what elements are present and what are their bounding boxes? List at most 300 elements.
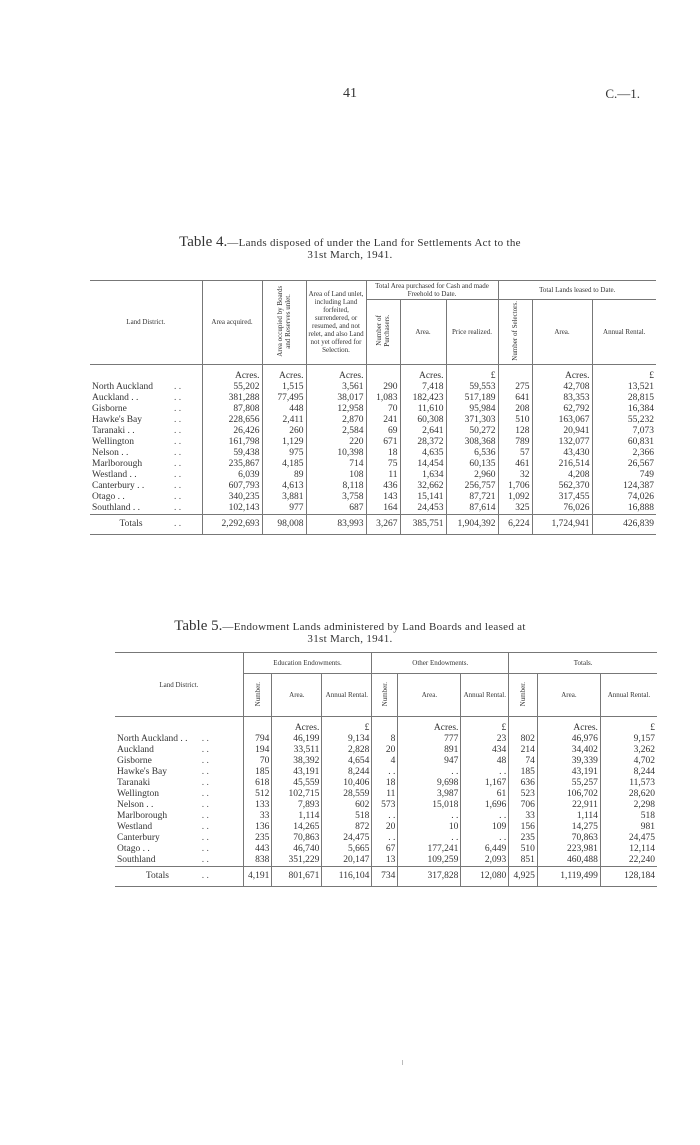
- table-cell: 1,083: [366, 393, 400, 404]
- table-cell: 794: [243, 734, 272, 745]
- table5-unit-1: Acres.: [272, 717, 322, 735]
- district-name: Auckland: [117, 745, 154, 755]
- table-row: [115, 844, 657, 855]
- table-cell: 3,881: [262, 492, 306, 503]
- leader-dots: . .: [200, 867, 243, 887]
- table5-header-group-other: Other Endowments.: [372, 653, 509, 674]
- district-name: Hawke's Bay: [92, 414, 142, 425]
- table-cell: 143: [366, 492, 400, 503]
- table-row: [115, 855, 657, 867]
- totals-label: Totals: [90, 514, 172, 534]
- table-cell: 87,614: [446, 503, 498, 515]
- table-cell: 24,453: [400, 503, 446, 515]
- table-cell: 50,272: [446, 426, 498, 437]
- table-cell: 55,202: [202, 382, 262, 393]
- table-cell: 75: [366, 459, 400, 470]
- table-cell: 15,141: [400, 492, 446, 503]
- table-cell: 872: [322, 822, 372, 833]
- table-cell: 38,017: [306, 393, 366, 404]
- table-cell: 20,147: [322, 855, 372, 867]
- table4-header-area-occupied: [262, 281, 306, 365]
- table4-header-num-purchasers: [366, 300, 400, 365]
- table-row: [115, 833, 657, 844]
- table-cell: 124,387: [592, 481, 656, 492]
- table4-header-num-purchasers-text: Number of Purchasers.: [375, 314, 391, 347]
- table4-header-area: Area.: [400, 300, 446, 365]
- table-cell: 12,114: [600, 844, 657, 855]
- table-cell: 1,114: [272, 811, 322, 822]
- table-row: [90, 459, 656, 470]
- table-cell: 3,262: [600, 745, 657, 756]
- table-cell: 61: [461, 789, 509, 800]
- table5-units-row: [115, 717, 657, 735]
- table5-totals-row: [115, 867, 657, 887]
- table4-unit-8: £: [592, 364, 656, 382]
- district-name: North Auckland . .: [117, 734, 188, 744]
- totals-cell: 98,008: [262, 514, 306, 534]
- table-cell: 443: [243, 844, 272, 855]
- page-mark: [402, 1060, 403, 1065]
- table-cell: 11: [366, 470, 400, 481]
- table-cell: 241: [366, 415, 400, 426]
- table-row: [115, 822, 657, 833]
- table-row: [115, 734, 657, 745]
- district-name: Nelson . .: [117, 800, 154, 810]
- table-cell: 14,275: [537, 822, 600, 833]
- table-cell: 838: [243, 855, 272, 867]
- table4-header-area2: Area.: [532, 300, 592, 365]
- leader-dots: . .: [201, 767, 209, 777]
- table-cell: 70: [243, 756, 272, 767]
- table-cell: 214: [509, 745, 538, 756]
- table-cell: 106,702: [537, 789, 600, 800]
- table-cell: 436: [366, 481, 400, 492]
- table-cell: 517,189: [446, 393, 498, 404]
- table-cell: 351,229: [272, 855, 322, 867]
- district-name: Auckland . .: [92, 392, 139, 403]
- leader-dots: . .: [174, 436, 182, 447]
- leader-dots: . .: [201, 844, 209, 854]
- table4-header-area-forfeited: Area of Land unlet, including Land forfeited, surrendered, or resumed, and not relet, and also Land not yet offered for Selection.: [306, 281, 366, 365]
- leader-dots: . .: [201, 778, 209, 788]
- table-cell: 636: [509, 778, 538, 789]
- table-cell: 87,808: [202, 404, 262, 415]
- table-cell: 1,129: [262, 437, 306, 448]
- table-cell: 28,372: [400, 437, 446, 448]
- district-name: Southland: [117, 855, 156, 865]
- district-name: Gisborne: [92, 403, 127, 414]
- table-cell: 33,511: [272, 745, 322, 756]
- table-cell: 947: [398, 756, 461, 767]
- table-cell: 70,863: [272, 833, 322, 844]
- table-cell: 216,514: [532, 459, 592, 470]
- table-cell: 109,259: [398, 855, 461, 867]
- table4-header-num-selectors: [498, 300, 532, 365]
- table-cell: 7,073: [592, 426, 656, 437]
- totals-cell: 83,993: [306, 514, 366, 534]
- table-cell: 1,696: [461, 800, 509, 811]
- table-cell: 749: [592, 470, 656, 481]
- table-cell: 9,157: [600, 734, 657, 745]
- table5-header-number-other: [372, 674, 398, 717]
- totals-cell: 1,904,392: [446, 514, 498, 534]
- table4-units-blank: [90, 364, 202, 382]
- totals-cell: 734: [372, 867, 398, 887]
- table-cell: 228,656: [202, 415, 262, 426]
- table-cell: 132,077: [532, 437, 592, 448]
- table-cell: 77,495: [262, 393, 306, 404]
- table-cell: . .: [398, 767, 461, 778]
- table-cell: 9,134: [322, 734, 372, 745]
- table-cell: 2,584: [306, 426, 366, 437]
- table-cell: 671: [366, 437, 400, 448]
- table-cell: 371,303: [446, 415, 498, 426]
- table-cell: 275: [498, 382, 532, 393]
- totals-cell: 1,724,941: [532, 514, 592, 534]
- leader-dots: . .: [201, 800, 209, 810]
- table5-title-rest: —Endowment Lands administered by Land Boards and leased at: [222, 621, 526, 633]
- table-cell: 1,092: [498, 492, 532, 503]
- table-cell: 448: [262, 404, 306, 415]
- table5-body: [115, 717, 657, 887]
- table-cell: 802: [509, 734, 538, 745]
- table-cell: 4,702: [600, 756, 657, 767]
- table5-unit-8: £: [600, 717, 657, 735]
- table-cell: 20: [372, 822, 398, 833]
- table-cell: 46,740: [272, 844, 322, 855]
- table5-header-district: Land District.: [115, 653, 243, 717]
- table-cell: 11: [372, 789, 398, 800]
- leader-dots: . .: [201, 756, 209, 766]
- table-row: [115, 767, 657, 778]
- table-cell: . .: [398, 833, 461, 844]
- table-cell: 977: [262, 503, 306, 515]
- table-row: [115, 756, 657, 767]
- table-cell: 26,567: [592, 459, 656, 470]
- leader-dots: . .: [174, 392, 182, 403]
- table-cell: 43,191: [537, 767, 600, 778]
- leader-dots: . .: [201, 822, 209, 832]
- table-cell: 6,449: [461, 844, 509, 855]
- table-cell: 602: [322, 800, 372, 811]
- table-cell: 28,620: [600, 789, 657, 800]
- table-cell: 60,135: [446, 459, 498, 470]
- table-cell: 20: [372, 745, 398, 756]
- table5-header-number-totals-text: Number.: [519, 681, 528, 707]
- leader-dots: . .: [201, 833, 209, 843]
- table-cell: 6,536: [446, 448, 498, 459]
- leader-dots: . .: [174, 491, 182, 502]
- district-name: Canterbury . .: [92, 480, 145, 491]
- table-cell: 164: [366, 503, 400, 515]
- table-cell: 18: [366, 448, 400, 459]
- table-cell: . .: [461, 767, 509, 778]
- table-row: [90, 382, 656, 393]
- table-cell: 11,610: [400, 404, 446, 415]
- table5-header-area-edu: Area.: [272, 674, 322, 717]
- table-row: [90, 415, 656, 426]
- table4-header-group-leased: Total Lands leased to Date.: [498, 281, 656, 300]
- table-cell: 607,793: [202, 481, 262, 492]
- table-cell: 34,402: [537, 745, 600, 756]
- table-cell: 5,665: [322, 844, 372, 855]
- totals-label: Totals: [115, 867, 200, 887]
- table-cell: 185: [243, 767, 272, 778]
- leader-dots: . .: [201, 811, 209, 821]
- table-cell: 7,418: [400, 382, 446, 393]
- table-cell: 3,987: [398, 789, 461, 800]
- table5-unit-5: £: [461, 717, 509, 735]
- page-number: 41: [343, 86, 357, 101]
- table-cell: 55,257: [537, 778, 600, 789]
- table-cell: 510: [498, 415, 532, 426]
- table-cell: 102,715: [272, 789, 322, 800]
- table-cell: 11,573: [600, 778, 657, 789]
- totals-cell: 128,184: [600, 867, 657, 887]
- table-cell: 74,026: [592, 492, 656, 503]
- table-cell: 83,353: [532, 393, 592, 404]
- table-cell: 57: [498, 448, 532, 459]
- table5-unit-4: Acres.: [398, 717, 461, 735]
- table5-header-rental-other: Annual Rental.: [461, 674, 509, 717]
- table-cell: 16,384: [592, 404, 656, 415]
- table-row: [90, 393, 656, 404]
- table-cell: 156: [509, 822, 538, 833]
- table-cell: 235,867: [202, 459, 262, 470]
- table-cell: 43,191: [272, 767, 322, 778]
- totals-cell: 385,751: [400, 514, 446, 534]
- table-cell: 4,185: [262, 459, 306, 470]
- table4-header-area-acquired: Area acquired.: [202, 281, 262, 365]
- table5-header-group-totals: Totals.: [509, 653, 657, 674]
- table-cell: 60,308: [400, 415, 446, 426]
- table-cell: 891: [398, 745, 461, 756]
- table4-unit-7: Acres.: [532, 364, 592, 382]
- table-cell: 975: [262, 448, 306, 459]
- table-cell: 74: [509, 756, 538, 767]
- totals-cell: 426,839: [592, 514, 656, 534]
- table-cell: 182,423: [400, 393, 446, 404]
- table-cell: 706: [509, 800, 538, 811]
- table4-unit-4: Acres.: [400, 364, 446, 382]
- table-cell: 22,911: [537, 800, 600, 811]
- table-cell: 10: [398, 822, 461, 833]
- table-cell: 12,958: [306, 404, 366, 415]
- table-cell: 185: [509, 767, 538, 778]
- table-cell: 460,488: [537, 855, 600, 867]
- table-cell: 109: [461, 822, 509, 833]
- table-cell: 714: [306, 459, 366, 470]
- table-cell: 10,398: [306, 448, 366, 459]
- table-cell: 308,368: [446, 437, 498, 448]
- table-cell: 55,232: [592, 415, 656, 426]
- table-cell: 18: [372, 778, 398, 789]
- table-cell: 89: [262, 470, 306, 481]
- table4-header-num-selectors-text: Number of Selectors.: [511, 301, 519, 361]
- table-cell: 512: [243, 789, 272, 800]
- district-name: Wellington: [117, 789, 159, 799]
- table-cell: 163,067: [532, 415, 592, 426]
- leader-dots: . .: [201, 745, 209, 755]
- table5-header-area-totals: Area.: [537, 674, 600, 717]
- table5-unit-0: [243, 717, 272, 735]
- table-cell: 789: [498, 437, 532, 448]
- leader-dots: . .: [201, 855, 209, 865]
- table-row: [90, 437, 656, 448]
- table-cell: 2,870: [306, 415, 366, 426]
- table-cell: 177,241: [398, 844, 461, 855]
- table-cell: . .: [372, 811, 398, 822]
- table-cell: 4,613: [262, 481, 306, 492]
- table-cell: 223,981: [537, 844, 600, 855]
- table-cell: 28,559: [322, 789, 372, 800]
- leader-dots: . .: [201, 789, 209, 799]
- table-cell: 42,708: [532, 382, 592, 393]
- table5-header-group-edu: Education Endowments.: [243, 653, 372, 674]
- table-cell: 220: [306, 437, 366, 448]
- totals-cell: 116,104: [322, 867, 372, 887]
- table4-unit-2: Acres.: [306, 364, 366, 382]
- table-cell: 777: [398, 734, 461, 745]
- table-row: [90, 448, 656, 459]
- table4-header-price: Price realized.: [446, 300, 498, 365]
- table4-header-annual-rental: Annual Rental.: [592, 300, 656, 365]
- district-name: Taranaki: [117, 778, 151, 788]
- table-cell: 32: [498, 470, 532, 481]
- table-cell: 67: [372, 844, 398, 855]
- table-cell: 87,721: [446, 492, 498, 503]
- table-cell: 4: [372, 756, 398, 767]
- table5-title-line2: 31st March, 1941.: [307, 633, 393, 645]
- table-cell: 4,654: [322, 756, 372, 767]
- table-cell: 8,244: [322, 767, 372, 778]
- table-cell: 618: [243, 778, 272, 789]
- district-name: Hawke's Bay: [117, 767, 167, 777]
- table-cell: 20,941: [532, 426, 592, 437]
- table-cell: 3,758: [306, 492, 366, 503]
- table-row: [90, 503, 656, 515]
- totals-cell: 6,224: [498, 514, 532, 534]
- table-cell: 133: [243, 800, 272, 811]
- leader-dots: . .: [201, 734, 209, 744]
- table-row: [115, 778, 657, 789]
- district-name: Canterbury: [117, 833, 160, 843]
- totals-cell: 4,925: [509, 867, 538, 887]
- table-cell: 14,265: [272, 822, 322, 833]
- table-cell: . .: [461, 833, 509, 844]
- totals-cell: 4,191: [243, 867, 272, 887]
- table-row: [90, 492, 656, 503]
- table-cell: 76,026: [532, 503, 592, 515]
- table-cell: 1,114: [537, 811, 600, 822]
- table-cell: 981: [600, 822, 657, 833]
- table-cell: 562,370: [532, 481, 592, 492]
- table-cell: 108: [306, 470, 366, 481]
- table5-unit-3: [372, 717, 398, 735]
- table4-header-area-occupied-text: Area occupied by Boards and Reserves unlet.: [276, 285, 292, 357]
- table-cell: 260: [262, 426, 306, 437]
- table-cell: 317,455: [532, 492, 592, 503]
- table4-title-line2: 31st March, 1941.: [307, 249, 393, 261]
- table5-unit-7: Acres.: [537, 717, 600, 735]
- table5-units-blank: [115, 717, 243, 735]
- totals-cell: 12,080: [461, 867, 509, 887]
- table-row: [90, 404, 656, 415]
- leader-dots: . .: [174, 469, 182, 480]
- table-cell: 4,635: [400, 448, 446, 459]
- table-cell: 28,815: [592, 393, 656, 404]
- table-cell: 45,559: [272, 778, 322, 789]
- leader-dots: . .: [172, 514, 202, 534]
- table-cell: 434: [461, 745, 509, 756]
- table-cell: . .: [372, 767, 398, 778]
- totals-cell: 2,292,693: [202, 514, 262, 534]
- table-cell: 62,792: [532, 404, 592, 415]
- table-cell: 8,118: [306, 481, 366, 492]
- table-cell: 46,976: [537, 734, 600, 745]
- table-cell: 3,561: [306, 382, 366, 393]
- table-cell: 2,411: [262, 415, 306, 426]
- table-cell: 14,454: [400, 459, 446, 470]
- table-cell: 2,298: [600, 800, 657, 811]
- table-cell: 194: [243, 745, 272, 756]
- table-cell: 6,039: [202, 470, 262, 481]
- table-cell: 325: [498, 503, 532, 515]
- table4-header-group-purchased: Total Area purchased for Cash and made Freehold to Date.: [366, 281, 498, 300]
- table4-unit-6: [498, 364, 532, 382]
- table4-unit-1: Acres.: [262, 364, 306, 382]
- table-cell: 2,093: [461, 855, 509, 867]
- table-cell: 7,893: [272, 800, 322, 811]
- table-cell: 9,698: [398, 778, 461, 789]
- table-cell: 24,475: [600, 833, 657, 844]
- document-reference: C.—1.: [605, 86, 640, 101]
- table-cell: 16,888: [592, 503, 656, 515]
- table-cell: . .: [398, 811, 461, 822]
- table-cell: 33: [243, 811, 272, 822]
- table4-title-rest: —Lands disposed of under the Land for Settlements Act to the: [227, 237, 521, 249]
- table-cell: 851: [509, 855, 538, 867]
- leader-dots: . .: [174, 480, 182, 491]
- table-cell: 59,553: [446, 382, 498, 393]
- table5-title: [0, 620, 700, 645]
- table-cell: 46,199: [272, 734, 322, 745]
- table-cell: 60,831: [592, 437, 656, 448]
- table-cell: 70: [366, 404, 400, 415]
- table-row: [115, 789, 657, 800]
- table-cell: 161,798: [202, 437, 262, 448]
- table5-header-number-edu-text: Number.: [253, 681, 262, 707]
- table-cell: 4,208: [532, 470, 592, 481]
- leader-dots: . .: [174, 425, 182, 436]
- table4-unit-0: Acres.: [202, 364, 262, 382]
- table4-units-row: [90, 364, 656, 382]
- table-row: [90, 470, 656, 481]
- table-cell: 43,430: [532, 448, 592, 459]
- totals-cell: 317,828: [398, 867, 461, 887]
- table5-header-number-totals: [509, 674, 538, 717]
- table4-unit-5: £: [446, 364, 498, 382]
- table-cell: 15,018: [398, 800, 461, 811]
- table-cell: 26,426: [202, 426, 262, 437]
- table-cell: 510: [509, 844, 538, 855]
- table-cell: 22,240: [600, 855, 657, 867]
- table-cell: 48: [461, 756, 509, 767]
- district-name: Westland . .: [92, 469, 137, 480]
- totals-cell: 1,119,499: [537, 867, 600, 887]
- table5: [115, 652, 657, 887]
- table-cell: 461: [498, 459, 532, 470]
